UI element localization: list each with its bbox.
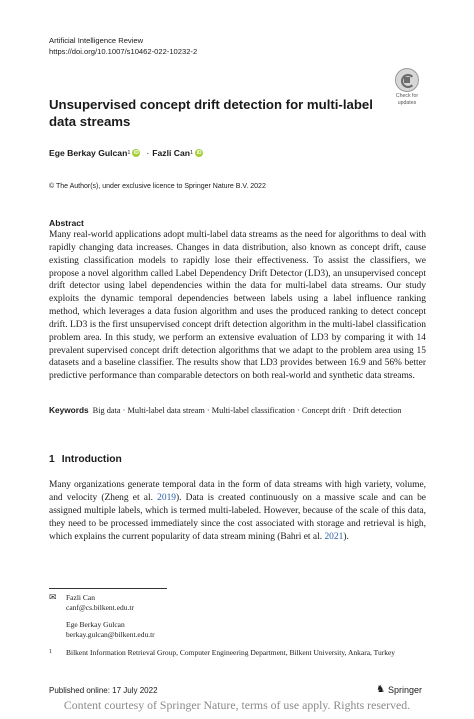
check-for-updates-badge[interactable] [392, 68, 422, 106]
author-separator: · [146, 148, 150, 158]
contact-name: Fazli Can [66, 593, 95, 602]
springer-horse-icon: ♞ [376, 684, 385, 695]
intro-text-part: ). Data is created continuously on a massive scale and can be assigned multiple labels, which is termed multi-labeled. However, because of the scale of this data, they need to be processed immediately since the cost associated with storage and retrieval is high, which explains the current popularity of data stream mining (Bahri et al. [49, 493, 427, 543]
section-heading-introduction [49, 454, 122, 465]
contact-email[interactable]: berkay.gulcan@bilkent.edu.tr [66, 629, 155, 639]
copyright-notice: © The Author(s), under exclusive licence to Springer Nature B.V. 2022 [49, 183, 266, 190]
envelope-icon: ✉ [49, 592, 57, 602]
orcid-icon[interactable]: iD [196, 150, 202, 156]
orcid-icon[interactable]: iD [133, 150, 139, 156]
doi-link[interactable]: https://doi.org/10.1007/s10462-022-10232-2 [49, 46, 198, 56]
published-date: Published online: 17 July 2022 [49, 686, 158, 695]
affiliation-text: Bilkent Information Retrieval Group, Computer Engineering Department, Bilkent University, Ankara, Turkey [66, 648, 396, 657]
section-title: Introduction [61, 454, 122, 465]
footnote-divider [49, 588, 167, 589]
content-courtesy-notice: Content courtesy of Springer Nature, terms of use apply. Rights reserved. [63, 698, 411, 712]
contact-author-2 [66, 620, 155, 639]
keywords [49, 404, 426, 418]
section-number: 1 [49, 454, 55, 465]
author-affiliation-mark: 1 [127, 150, 131, 156]
author-list [49, 148, 206, 158]
check-for-updates-line1: Check for [395, 93, 419, 99]
author-name[interactable]: Fazli Can [152, 148, 191, 158]
author-name[interactable]: Ege Berkay Gulcan [49, 148, 128, 158]
citation-link[interactable]: 2021 [324, 532, 344, 543]
affiliation-mark: 1 [49, 649, 52, 655]
contact-author-1 [66, 593, 134, 612]
citation-link[interactable]: 2019 [157, 493, 176, 504]
abstract-heading: Abstract [49, 218, 84, 228]
author-affiliation-mark: 1 [190, 150, 194, 156]
paper-title: Unsupervised concept drift detection for multi-label data streams [49, 97, 373, 129]
keywords-label: Keywords [49, 405, 89, 415]
check-for-updates-icon [395, 68, 419, 92]
intro-text-part: Many organizations generate temporal data in the form of data streams with high variety, volume, and velocity (Zheng et al. [49, 480, 426, 504]
check-for-updates-line2: updates [397, 100, 417, 107]
keywords-list: Big data · Multi-label data stream · Multi-label classification · Concept drift · Drift detection [92, 406, 402, 415]
introduction-paragraph [49, 479, 426, 544]
contact-email[interactable]: canf@cs.bilkent.edu.tr [66, 602, 134, 612]
journal-name: Artificial Intelligence Review [49, 36, 144, 45]
springer-logo [376, 684, 422, 695]
contact-name: Ege Berkay Gulcan [66, 620, 125, 629]
publisher-name: Springer [387, 684, 422, 695]
journal-header [49, 36, 197, 57]
intro-text-part: ). [343, 532, 349, 543]
abstract-text: Many real-world applications adopt multi-label data streams as the need for algorithms to deal with rapidly changing data increases. Changes in data distribution, also known as concept drift, cause existing classification models to rapidly lose their effectiveness. To assist the classifiers, we propose a novel algorithm called Label Dependency Drift Detector (LD3), an unsupervised concept drift detector using label dependencies within the data for multi-label data streams. Our study exploits the dynamic temporal dependencies between labels using a label influence ranking method, which leverages a data fusion algorithm and uses the produced ranking to detect concept drift. LD3 is the first unsupervised concept drift detection algorithm in the multi-label classification problem area. In this study, we perform an extensive evaluation of LD3 by comparing it with 14 prevalent supervised concept drift detection algorithms that we adapt to the problem area using 15 datasets and a baseline classifier. The results show that LD3 provides between 16.9 and 56% better predictive performance than comparable detectors on both real-world and synthetic data streams. [49, 230, 426, 382]
